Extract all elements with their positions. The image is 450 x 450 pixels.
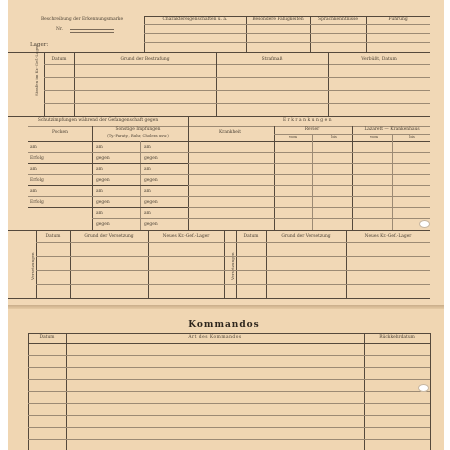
versetzungen-right-side-divider	[236, 230, 237, 298]
erkrankungen-col-lazarett: Lazarett — Krankenhaus	[364, 127, 420, 132]
kommandos-title: Kommandos	[188, 320, 260, 330]
header-divider-3	[310, 16, 311, 52]
versetzungen-left-side-label: Versetzungen	[30, 252, 35, 280]
strafen-side-divider	[44, 52, 45, 116]
impfungen-col-sonstige: Sonstige Impfungen	[115, 127, 161, 132]
header-divider-2	[246, 16, 247, 52]
kommandos-ruled-line	[28, 379, 430, 380]
impfungen-col-sonstige-sub: (Ty.-Paraty., Ruhr, Cholera usw.)	[107, 133, 169, 138]
sonstige-row-gegen: gegen	[96, 156, 110, 161]
strafen-ruled-line	[44, 90, 430, 91]
erkrankungen-section-title: Erkrankungen	[282, 118, 334, 123]
erkrankungen-sub-header-rule	[274, 134, 430, 135]
erkrankungen-col-revier-von: vom	[288, 134, 298, 139]
impfungen-erkrankungen-divider	[188, 116, 189, 230]
prisoner-record-card	[8, 0, 444, 450]
strafen-ruled-line	[44, 103, 430, 104]
impfungen-row-rule	[28, 174, 430, 175]
versetzungen-ruled-line	[36, 284, 430, 285]
kommandos-header-rule	[28, 343, 430, 344]
versetzungen-right-col-datum: Datum	[243, 234, 259, 239]
strafen-divider-1	[74, 52, 75, 116]
versetzungen-left-col-lager: Neues Kr.-Gef.-Lager	[162, 234, 210, 239]
erkrankungen-col-revier: Revier	[304, 127, 320, 132]
kommandos-top-rule	[28, 333, 430, 334]
sonstige-row-gegen: gegen	[96, 222, 110, 227]
kommandos-ruled-line	[28, 439, 430, 440]
strafen-col-grund: Grund der Bestrafung	[120, 57, 170, 62]
strafen-col-strafmass: Strafmaß	[261, 57, 283, 62]
header-divider-4	[366, 16, 367, 52]
erkrankungen-lazarett-split	[392, 134, 393, 230]
versetzungen-left-side-divider	[36, 230, 37, 298]
erkrankungen-col-lazarett-bis: bis	[409, 134, 415, 139]
lager-label: Lager:	[30, 42, 49, 48]
versetzungen-right-col-grund: Grund der Versetzung	[281, 234, 331, 239]
sonstige-row-am: am	[144, 167, 151, 172]
column-header-charakter: Charaktereigenschaften u. a.	[162, 17, 228, 22]
versetzungen-right-divider-1	[266, 230, 267, 298]
versetzungen-left-divider-1	[70, 230, 71, 298]
impfungen-row-rule	[28, 196, 430, 197]
strafen-bottom-rule	[8, 116, 430, 117]
pocken-row-erfolg: Erfolg	[30, 178, 44, 183]
erkrankungen-col-lazarett-von: vom	[369, 134, 379, 139]
kommandos-right-border	[430, 333, 431, 450]
versetzungen-middle-divider	[224, 230, 225, 298]
strafen-divider-3	[328, 52, 329, 116]
pocken-row-erfolg: Erfolg	[30, 200, 44, 205]
header-ruled-line	[144, 33, 430, 34]
sonstige-row-am: am	[96, 189, 103, 194]
sonstige-row-am: am	[144, 189, 151, 194]
kommandos-col-datum: Datum	[39, 335, 55, 340]
punch-hole	[418, 384, 429, 392]
kommandos-ruled-line	[28, 427, 430, 428]
column-header-fuehrung: Führung	[388, 17, 408, 22]
impfungen-group-rule	[28, 163, 188, 164]
sonstige-row-am: am	[96, 211, 103, 216]
impfungen-header-rule	[28, 141, 430, 142]
impfungen-group-rule	[28, 185, 188, 186]
pocken-row-erfolg: Erfolg	[30, 156, 44, 161]
erkrankungen-divider-2	[352, 126, 353, 230]
kommandos-col-art: Art des Kommandos	[188, 335, 242, 340]
erkrankungen-row-rule	[188, 163, 430, 164]
sonstige-row-gegen: gegen	[144, 178, 158, 183]
impfungen-section-title: Schutzimpfungen während der Gefangenschaft gegen	[37, 118, 159, 123]
column-header-beschreibung: Beschreibung der Erkennungsmarke	[40, 17, 124, 22]
sonstige-row-gegen: gegen	[144, 222, 158, 227]
impfungen-bottom-rule	[8, 230, 430, 231]
versetzungen-ruled-line	[36, 270, 430, 271]
kommandos-ruled-line	[28, 367, 430, 368]
header-divider-1	[144, 16, 145, 52]
sonstige-row-am: am	[144, 145, 151, 150]
versetzungen-right-divider-2	[346, 230, 347, 298]
strafen-header-rule	[44, 64, 430, 65]
versetzungen-right-col-lager: Neues Kr.-Gef.-Lager	[364, 234, 412, 239]
column-header-faehigkeiten: Besondere Fähigkeiten	[252, 17, 304, 22]
impfungen-divider-1	[92, 126, 93, 230]
erkrankungen-row-rule	[188, 207, 430, 208]
erkrankungen-revier-split	[312, 134, 313, 230]
erkrankungen-divider-1	[274, 126, 275, 230]
versetzungen-left-col-grund: Grund der Versetzung	[84, 234, 134, 239]
versetzungen-ruled-line	[36, 256, 430, 257]
pocken-row-am: am	[30, 145, 37, 150]
erkrankungen-row-rule	[188, 185, 430, 186]
punch-hole	[419, 220, 430, 228]
nr-label: Nr.	[56, 27, 63, 32]
kommandos-col-rueckkehr: Rückkehrdatum	[379, 335, 415, 340]
pocken-row-am: am	[30, 167, 37, 172]
strafen-ruled-line	[44, 77, 430, 78]
sonstige-row-am: am	[144, 211, 151, 216]
impfungen-group-rule	[28, 207, 188, 208]
impfungen-col-pocken: Pocken	[52, 130, 68, 135]
nr-field-rule	[70, 29, 114, 33]
versetzungen-right-side-label: Versetzungen	[230, 252, 235, 280]
sonstige-row-gegen: gegen	[96, 178, 110, 183]
kommandos-ruled-line	[28, 391, 430, 392]
versetzungen-header-rule	[36, 242, 430, 243]
versetzungen-left-divider-2	[148, 230, 149, 298]
kommandos-ruled-line	[28, 355, 430, 356]
header-sub-rule	[144, 24, 430, 25]
sonstige-row-gegen: gegen	[144, 156, 158, 161]
column-header-sprachen: Sprachkenntnisse	[318, 17, 358, 22]
erkrankungen-col-krankheit: Krankheit	[218, 130, 242, 135]
strafen-col-datum: Datum	[51, 57, 67, 62]
sonstige-row-gegen: gegen	[96, 200, 110, 205]
sonstige-row-am: am	[96, 145, 103, 150]
sonstige-row-gegen: gegen	[144, 200, 158, 205]
header-bottom-rule	[8, 52, 430, 53]
pocken-row-am: am	[30, 189, 37, 194]
versetzungen-bottom-rule	[8, 298, 430, 299]
impfungen-row-rule	[92, 218, 430, 219]
impfungen-row-rule	[28, 152, 430, 153]
kommandos-ruled-line	[28, 415, 430, 416]
versetzungen-left-col-datum: Datum	[45, 234, 61, 239]
erkrankungen-col-revier-bis: bis	[331, 134, 337, 139]
sonstige-row-am: am	[96, 167, 103, 172]
header-ruled-line	[144, 42, 430, 43]
strafen-divider-2	[216, 52, 217, 116]
strafen-col-verbuesst: Verbüßt, Datum	[361, 57, 397, 62]
kommandos-ruled-line	[28, 403, 430, 404]
strafen-side-label: Strafen im Kr.-Gef.-Lager	[34, 44, 39, 96]
